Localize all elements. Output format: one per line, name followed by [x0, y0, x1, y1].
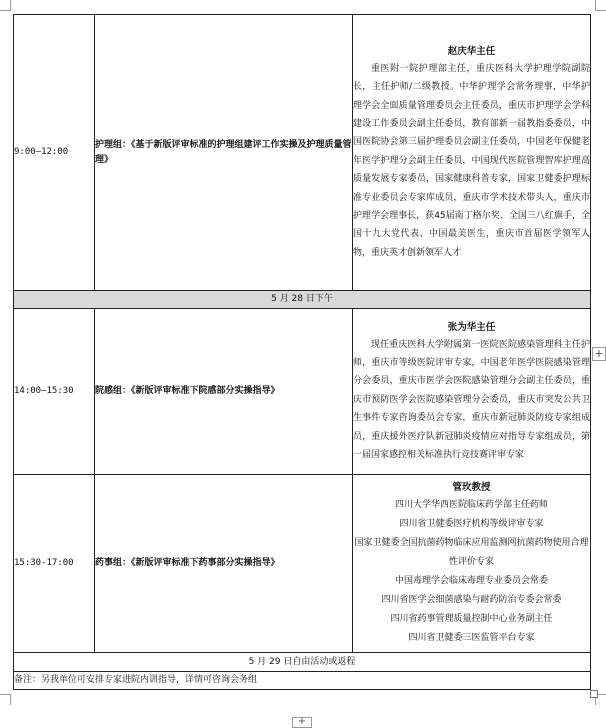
expert-credentials — [353, 496, 590, 648]
crop-mark-top-left — [0, 0, 11, 11]
credential-line: 四川大学华西医院临床药学部主任药师 — [394, 500, 548, 510]
crop-mark-bottom-left — [0, 694, 11, 705]
table-row — [14, 291, 591, 309]
topic-cell: 药事组：《新版评审标准下药事部分实操指导》 — [95, 475, 353, 653]
topic-cell: 院感组：《新版评审标准下院感部分实操指导》 — [95, 309, 353, 475]
topic-cell: 护理组：《基于新版评审标准的护理组建评工作实操及护理质量管理》 — [95, 15, 353, 291]
table-row — [14, 309, 591, 475]
time-cell: 14:00—15:30 — [14, 309, 95, 475]
add-column-button[interactable]: + — [592, 347, 606, 361]
table-row — [14, 672, 591, 690]
credential-line: 中国毒理学会临床毒理专业委员会常委 — [394, 576, 548, 586]
credential-line: 四川省药事管理质量控制中心业务副主任 — [390, 614, 553, 624]
expert-name: 管玫教授 — [452, 482, 491, 493]
credential-line: 四川省卫健委三医监管平台专家 — [408, 633, 535, 643]
date-band: 5 月 28 日下午 — [14, 291, 591, 309]
expert-cell — [353, 475, 591, 653]
credential-line: 四川省医学会细菌感染与耐药防治专委会常委 — [381, 595, 562, 605]
day-29-row: 5 月 29 日自由活动或返程 — [14, 653, 591, 672]
expert-name: 赵庆华主任 — [447, 45, 496, 57]
time-cell: 9:00—12:00 — [14, 15, 95, 291]
crop-mark-top-right — [595, 0, 606, 11]
expert-bio: 重医附一院护理部主任，重庆医科大学护理学院副院长，主任护师/二级教授。中华护理学会常务理事，中华护理学会全面质量管理委员会主任委员，重庆市护理学会学科建设工作委员会副主任委员，教育部新一届教指委委员，中国医院协会第三届护理委员会副主任委员，中国老年保健老年医学护理分会副主任委员，中国现代医院管理智库护理高质量发展专家委员，国家健康科普专家，国家卫健委护理标准专业委员会专家库成员，重庆市学术技术带头人，重庆市护理学会理事长，获45届南丁格尔奖、全国三八红旗手，全国十九大党代表、中国最美医生，重庆市首届医学领军人物，重庆英才创新领军人才 — [353, 63, 590, 258]
expert-name: 张为华主任 — [447, 321, 496, 333]
expert-cell — [353, 15, 591, 291]
table-row — [14, 475, 591, 653]
table-row — [14, 653, 591, 672]
expert-cell — [353, 309, 591, 475]
time-cell: 15:30-17:00 — [14, 475, 95, 653]
credential-line: 国家卫健委全国抗菌药物临床应用监测网抗菌药物使用合理性评价专家 — [354, 538, 589, 567]
add-row-button[interactable]: + — [292, 717, 312, 728]
schedule-table — [13, 14, 591, 690]
table-row — [14, 15, 591, 291]
expert-bio: 现任重庆医科大学附属第一医院医院感染管理科主任护师，重庆市等级医院评审专家，中国老年医学医院感染管理分会委员，重庆市医学会医院感染管理分会副主任委员，重庆市预防医学会医院感染管理分会委员，重庆市突发公共卫生事件专家咨询委员会专家，重庆市新冠肺炎防疫专家组成员，重庆援外医疗队新冠肺炎疫情应对指导专家组成员，第一届国家感控相关标准执行竞技赛评审专家 — [353, 339, 590, 461]
table-resize-handle[interactable] — [590, 690, 598, 698]
note-row: 备注：另我单位可安排专家进院内训指导，详情可咨询会务组 — [14, 672, 591, 690]
credential-line: 四川省卫健委医疗机构等级评审专家 — [399, 519, 544, 529]
